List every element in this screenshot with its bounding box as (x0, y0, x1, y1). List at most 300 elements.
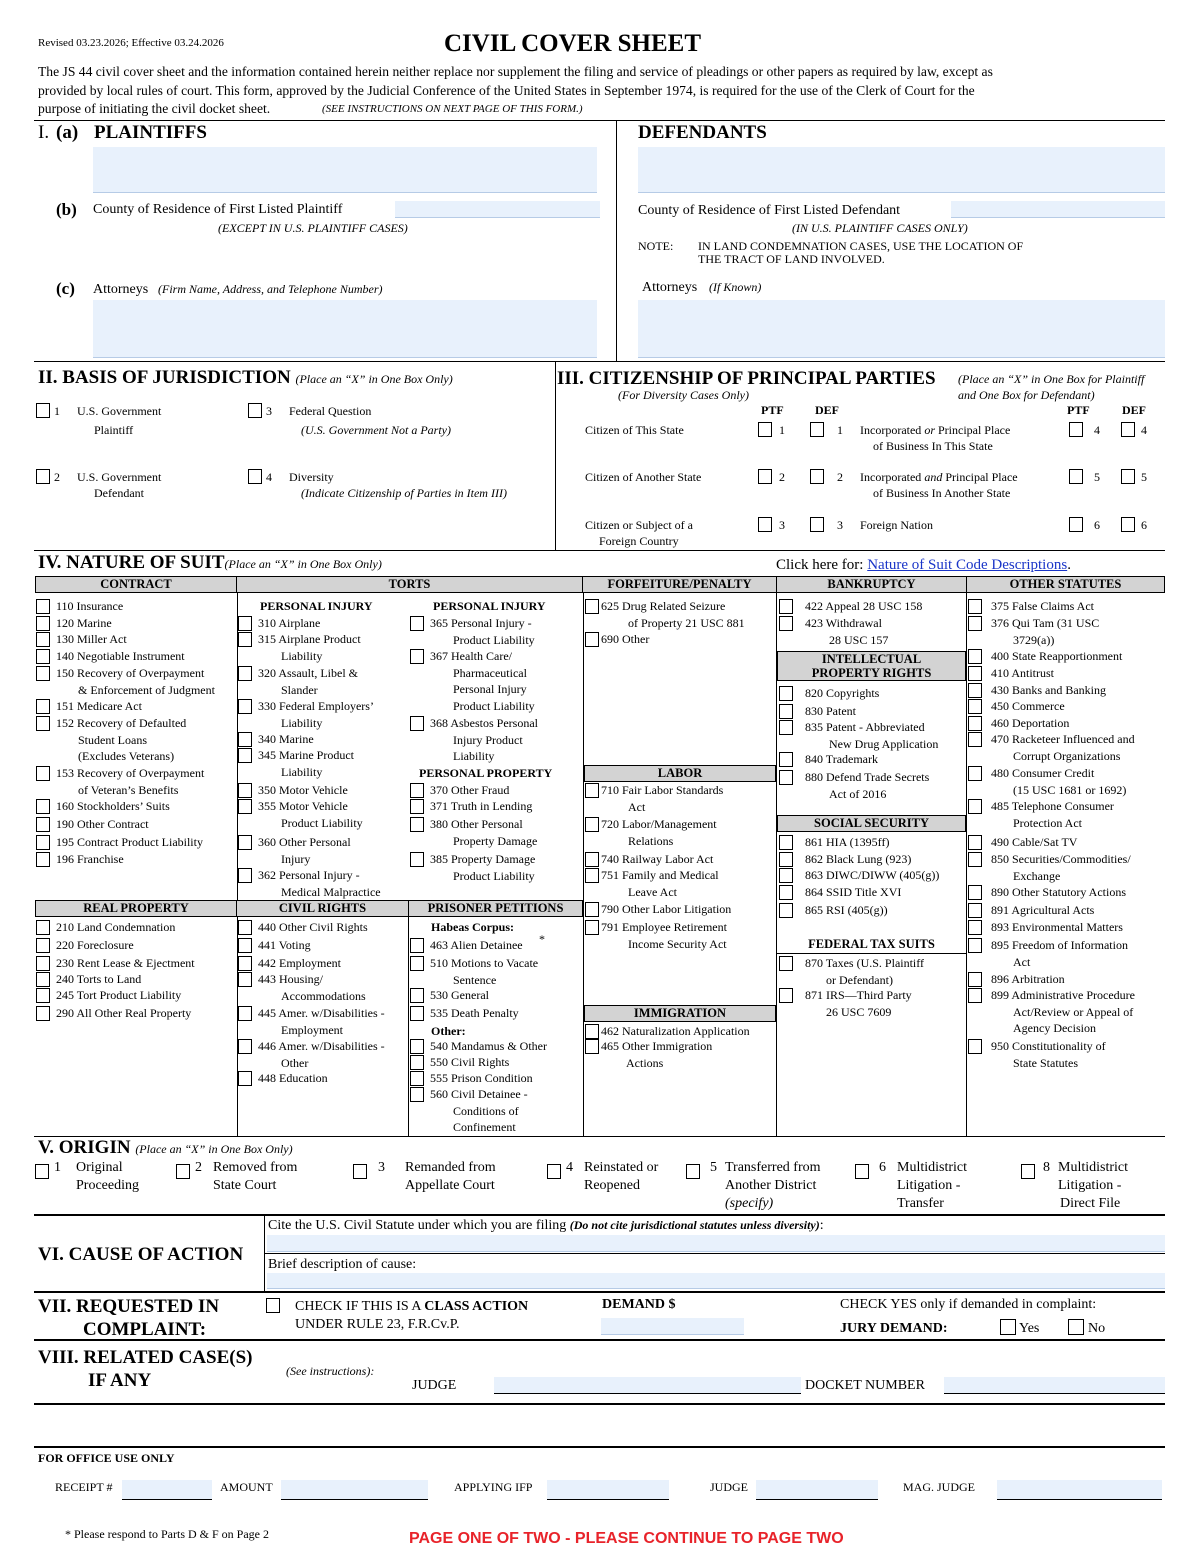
defendants-input[interactable] (638, 147, 1165, 193)
pi2-item-label: Injury Product (453, 732, 523, 747)
contract-item-checkbox[interactable] (36, 632, 50, 647)
pi2-item-label: Liability (453, 749, 495, 763)
pi1-item-checkbox[interactable] (238, 632, 252, 647)
other-item-label: Agency Decision (1013, 1021, 1096, 1035)
immigration-item-label: 462 Naturalization Application (601, 1024, 750, 1038)
habeas-item-checkbox[interactable] (410, 956, 424, 971)
contract-item-checkbox[interactable] (36, 766, 50, 781)
origin-8-sub-2: Direct File (1060, 1196, 1121, 1211)
demand-input[interactable] (601, 1318, 744, 1335)
text: and (924, 470, 943, 484)
office-use-title: FOR OFFICE USE ONLY (38, 1451, 175, 1465)
other-item-label: Corrupt Organizations (1013, 748, 1121, 763)
pp-heading: PERSONAL PROPERTY (419, 766, 553, 780)
pi2-item-checkbox[interactable] (410, 616, 424, 631)
jury-yes-checkbox[interactable] (1000, 1319, 1016, 1335)
citizen-4-def-num: 4 (1141, 423, 1147, 437)
contract-item-label: 130 Miller Act (56, 632, 127, 646)
office-judge-input[interactable] (756, 1480, 878, 1500)
social-item-label: 862 Black Lung (923) (805, 852, 912, 866)
citizen-2-ptf-num: 2 (779, 470, 785, 484)
citizen-5-ptf-checkbox[interactable] (1069, 469, 1083, 484)
prisoner_other-item-checkbox[interactable] (410, 1087, 424, 1102)
section-7-title-2: COMPLAINT: (83, 1319, 207, 1340)
section-4-title: IV. NATURE OF SUIT (38, 552, 225, 573)
cite-statute-label (268, 1217, 824, 1234)
fedtax-item-checkbox[interactable] (779, 956, 793, 971)
citizen-3-ptf-checkbox[interactable] (758, 517, 772, 532)
docket-number-label: DOCKET NUMBER (805, 1378, 925, 1393)
attorneys-def-input[interactable] (638, 300, 1165, 358)
pi1-item-label: Injury (281, 851, 311, 866)
prisoner_other-item-label: 550 Civil Rights (430, 1055, 510, 1069)
pp-item-checkbox[interactable] (410, 817, 424, 832)
contract-item-checkbox[interactable] (36, 817, 50, 832)
other-item-label: State Statutes (1013, 1055, 1078, 1070)
section-1b-label: (b) (56, 200, 77, 219)
origin-6-label: Multidistrict (897, 1160, 967, 1175)
contract-item-label: 196 Franchise (56, 852, 124, 866)
contract-item-checkbox[interactable] (36, 852, 50, 867)
labor-item-checkbox[interactable] (585, 868, 599, 883)
real-item-checkbox[interactable] (36, 988, 50, 1003)
citizen-3-def-checkbox[interactable] (810, 517, 824, 532)
citizen-1-ptf-num: 1 (779, 423, 785, 437)
amount-input[interactable] (281, 1480, 428, 1500)
real-item-label: 240 Torts to Land (56, 972, 142, 986)
ip-item-checkbox[interactable] (779, 752, 793, 767)
citizen-4-label (860, 423, 1010, 438)
pi1-item-label: Liability (281, 648, 323, 663)
other-item-label: 375 False Claims Act (991, 599, 1094, 613)
section-1c-label: (c) (56, 279, 75, 298)
office-judge-label: JUDGE (710, 1480, 748, 1494)
county-plaintiff-label: County of Residence of First Listed Plaintiff (93, 202, 343, 217)
origin-1-label: Original (76, 1160, 123, 1175)
other-item-checkbox[interactable] (968, 732, 982, 747)
other-item-label: 480 Consumer Credit (991, 766, 1095, 780)
attorneys-def-label: Attorneys (642, 280, 698, 295)
citizen-6-def-checkbox[interactable] (1121, 517, 1135, 532)
fed-tax-header: FEDERAL TAX SUITS (777, 937, 966, 954)
divider (583, 592, 584, 1136)
contract-item-checkbox[interactable] (36, 666, 50, 681)
social-item-checkbox[interactable] (779, 885, 793, 900)
prisoner_other-item-checkbox[interactable] (410, 1071, 424, 1086)
jury-demand-label: JURY DEMAND: (840, 1321, 948, 1336)
contract-item-label: & Enforcement of Judgment (78, 682, 215, 697)
social-item-checkbox[interactable] (779, 868, 793, 883)
social-item-label: 863 DIWC/DIWW (405(g)) (805, 868, 940, 882)
labor-item-checkbox[interactable] (585, 902, 599, 917)
bankruptcy-item-label: 423 Withdrawal (805, 616, 882, 630)
contract-item-label: (Excludes Veterans) (78, 749, 175, 763)
real-item-checkbox[interactable] (36, 920, 50, 935)
citizen-5-def-checkbox[interactable] (1121, 469, 1135, 484)
other-item-label: 450 Commerce (991, 699, 1065, 713)
intro-note: (SEE INSTRUCTIONS ON NEXT PAGE OF THIS FORM.) (322, 103, 583, 115)
habeas-item-checkbox[interactable] (410, 1006, 424, 1021)
forfeiture-item-label: 625 Drug Related Seizure (601, 599, 726, 613)
origin-8-label: Multidistrict (1058, 1160, 1128, 1175)
labor-header: LABOR (584, 765, 776, 782)
social-item-label: 861 HIA (1395ff) (805, 835, 890, 849)
pi1-item-label: 330 Federal Employers’ (258, 699, 374, 713)
text: : (819, 1218, 824, 1233)
labor-item-label: 720 Labor/Management (601, 817, 717, 831)
origin-5-num: 5 (710, 1160, 717, 1175)
text: or (924, 423, 935, 437)
other-item-checkbox[interactable] (968, 716, 982, 731)
forfeiture-item-label: 690 Other (601, 632, 650, 646)
pp-item-label: 370 Other Fraud (430, 783, 510, 797)
pi1-item-checkbox[interactable] (238, 699, 252, 714)
pi1-item-checkbox[interactable] (238, 616, 252, 631)
pi1-item-checkbox[interactable] (238, 868, 252, 883)
prisoner_other-item-checkbox[interactable] (410, 1055, 424, 1070)
text: Incorporated (860, 423, 925, 437)
plaintiffs-heading: PLAINTIFFS (94, 122, 207, 143)
cite-statute-input[interactable] (267, 1235, 1165, 1252)
forfeiture-item-label: of Property 21 USC 881 (628, 615, 745, 630)
receipt-input[interactable] (122, 1480, 212, 1500)
origin-1-checkbox[interactable] (35, 1164, 49, 1179)
contract-item-label: 153 Recovery of Overpayment (56, 766, 205, 780)
mag-judge-label: MAG. JUDGE (903, 1480, 975, 1494)
other-item-label: 485 Telephone Consumer (991, 799, 1114, 813)
labor-item-label: 790 Other Labor Litigation (601, 902, 732, 916)
other-item-checkbox[interactable] (968, 666, 982, 681)
jurisdiction-4-num: 4 (266, 470, 272, 484)
origin-6-checkbox[interactable] (855, 1164, 869, 1179)
text: CLASS ACTION (424, 1299, 529, 1314)
other-item-checkbox[interactable] (968, 699, 982, 714)
text: Click here for: (776, 557, 868, 573)
check-yes-label: CHECK YES only if demanded in complaint: (840, 1297, 1097, 1312)
pi1-item-label: 355 Motor Vehicle (258, 799, 348, 813)
real-item-checkbox[interactable] (36, 972, 50, 987)
jury-no-label: No (1088, 1321, 1106, 1336)
real-item-label: 220 Foreclosure (56, 938, 134, 952)
jurisdiction-2-label: U.S. Government (77, 470, 162, 484)
other-item-checkbox[interactable] (968, 649, 982, 664)
section-3-note-1: (Place an “X” in One Box for Plaintiff (958, 372, 1145, 386)
citizen-4-ptf-checkbox[interactable] (1069, 422, 1083, 437)
civil-item-checkbox[interactable] (238, 972, 252, 987)
other-item-checkbox[interactable] (968, 988, 982, 1003)
prisoner_other-item-checkbox[interactable] (410, 1039, 424, 1054)
origin-6-sub-2: Transfer (897, 1196, 944, 1211)
habeas-item-checkbox[interactable] (410, 938, 424, 953)
other-item-label: Exchange (1013, 868, 1061, 883)
pi1-item-checkbox[interactable] (238, 748, 252, 763)
citizen-row-2-label: Citizen of Another State (585, 470, 702, 484)
prisoner_other-item-label: 560 Civil Detainee - (430, 1087, 528, 1101)
jurisdiction-3-num: 3 (266, 404, 272, 418)
pi2-item-label: 365 Personal Injury - (430, 616, 532, 630)
pi1-item-checkbox[interactable] (238, 732, 252, 747)
section-2-title-text: II. BASIS OF JURISDICTION (38, 367, 291, 388)
bankruptcy-item-label: 28 USC 157 (829, 632, 889, 647)
forfeiture-item-checkbox[interactable] (585, 599, 599, 614)
citizen-5-ptf-num: 5 (1094, 470, 1100, 484)
ip-item-checkbox[interactable] (779, 704, 793, 719)
other-item-checkbox[interactable] (968, 766, 982, 781)
text: Cite the U.S. Civil Statute under which you are filing (268, 1218, 567, 1233)
other-item-label: 899 Administrative Procedure (991, 988, 1135, 1002)
other-item-checkbox[interactable] (968, 835, 982, 850)
divider (555, 362, 556, 550)
related-judge-input[interactable] (494, 1377, 801, 1394)
contract-item-checkbox[interactable] (36, 835, 50, 850)
social-item-checkbox[interactable] (779, 903, 793, 918)
other-item-label: 470 Racketeer Influenced and (991, 732, 1135, 746)
jurisdiction-1-checkbox[interactable] (36, 403, 50, 418)
contract-item-label: 152 Recovery of Defaulted (56, 716, 187, 730)
jurisdiction-4-checkbox[interactable] (248, 469, 262, 484)
jurisdiction-2-checkbox[interactable] (36, 469, 50, 484)
origin-8-checkbox[interactable] (1021, 1164, 1035, 1179)
jury-no-checkbox[interactable] (1068, 1319, 1084, 1335)
other-item-label: 896 Arbitration (991, 972, 1065, 986)
prisoner_other-item-label: Conditions of (453, 1103, 519, 1118)
habeas-item-label: 510 Motions to Vacate (430, 956, 539, 970)
habeas-item-label: 530 General (430, 988, 489, 1002)
intro-line-1: The JS 44 civil cover sheet and the information contained herein neither replace nor supplement the filing and service of pleadings or other papers as required by law, except as (38, 64, 993, 79)
civil-item-checkbox[interactable] (238, 1071, 252, 1086)
origin-3-checkbox[interactable] (353, 1164, 367, 1179)
pi1-item-checkbox[interactable] (238, 783, 252, 798)
contract-item-checkbox[interactable] (36, 716, 50, 731)
real-item-checkbox[interactable] (36, 956, 50, 971)
pp-item-checkbox[interactable] (410, 783, 424, 798)
civil-item-label: 446 Amer. w/Disabilities - (258, 1039, 385, 1053)
other-item-checkbox[interactable] (968, 972, 982, 987)
labor-item-label: Relations (628, 833, 674, 848)
citizen-2-def-checkbox[interactable] (810, 469, 824, 484)
citizen-row-3-sub: Foreign Country (599, 534, 679, 548)
jurisdiction-1-num: 1 (54, 404, 60, 418)
citizen-2-def-num: 2 (837, 470, 843, 484)
contract-item-checkbox[interactable] (36, 699, 50, 714)
civil-item-checkbox[interactable] (238, 920, 252, 935)
other-item-checkbox[interactable] (968, 852, 982, 867)
other-item-label: 410 Antitrust (991, 666, 1055, 680)
civil-item-label: 440 Other Civil Rights (258, 920, 368, 934)
other-item-checkbox[interactable] (968, 903, 982, 918)
ip-item-checkbox[interactable] (779, 686, 793, 701)
pi1-item-checkbox[interactable] (238, 799, 252, 814)
citizen-row-3-label: Citizen or Subject of a (585, 518, 693, 532)
contract-item-checkbox[interactable] (36, 799, 50, 814)
origin-5-specify: (specify) (725, 1196, 774, 1211)
other-item-checkbox[interactable] (968, 1039, 982, 1054)
social-item-checkbox[interactable] (779, 852, 793, 867)
docket-number-input[interactable] (944, 1377, 1165, 1394)
ip-item-label: 820 Copyrights (805, 686, 880, 700)
labor-item-checkbox[interactable] (585, 920, 599, 935)
other-item-checkbox[interactable] (968, 799, 982, 814)
civil-item-label: 445 Amer. w/Disabilities - (258, 1006, 385, 1020)
other-item-checkbox[interactable] (968, 938, 982, 953)
citizen-3-def-num: 3 (837, 518, 843, 532)
jurisdiction-2-sub: Defendant (94, 486, 144, 500)
prisoner_other-item-label: Confinement (453, 1120, 516, 1134)
origin-8-sub: Litigation - (1058, 1178, 1122, 1193)
contract-item-label: 110 Insurance (56, 599, 124, 613)
real-property-header: REAL PROPERTY (35, 900, 237, 917)
other-item-label: 460 Deportation (991, 716, 1070, 730)
citizen-2-ptf-checkbox[interactable] (758, 469, 772, 484)
habeas-item-checkbox[interactable] (410, 988, 424, 1003)
rule (34, 361, 1165, 362)
civil-item-label: Other (281, 1055, 309, 1070)
real-item-label: 230 Rent Lease & Ejectment (56, 956, 195, 970)
origin-2-sub: State Court (213, 1178, 277, 1193)
pi1-item-label: 315 Airplane Product (258, 632, 361, 646)
brief-description-input[interactable] (267, 1273, 1165, 1289)
pp-item-checkbox[interactable] (410, 799, 424, 814)
other-item-label: 891 Agricultural Acts (991, 903, 1095, 917)
other-item-checkbox[interactable] (968, 920, 982, 935)
citizen-1-def-checkbox[interactable] (810, 422, 824, 437)
labor-item-checkbox[interactable] (585, 817, 599, 832)
bankruptcy-item-checkbox[interactable] (779, 616, 793, 631)
immigration-item-checkbox[interactable] (585, 1039, 599, 1054)
other-item-label: 490 Cable/Sat TV (991, 835, 1078, 849)
county-defendant-input[interactable] (951, 201, 1165, 218)
real-item-checkbox[interactable] (36, 1006, 50, 1021)
pi1-item-checkbox[interactable] (238, 835, 252, 850)
contract-item-checkbox[interactable] (36, 599, 50, 614)
pi2-item-checkbox[interactable] (410, 716, 424, 731)
pi1-item-label: 360 Other Personal (258, 835, 351, 849)
mag-judge-input[interactable] (997, 1480, 1162, 1500)
note-label: NOTE: (638, 239, 674, 253)
ip-item-checkbox[interactable] (779, 720, 793, 735)
pi1-item-checkbox[interactable] (238, 666, 252, 681)
contract-item-label: 195 Contract Product Liability (56, 835, 203, 849)
civil-item-label: Employment (281, 1022, 343, 1037)
section-5-title: V. ORIGIN (38, 1137, 131, 1158)
attorneys-note: (Firm Name, Address, and Telephone Number) (158, 282, 383, 296)
other-item-checkbox[interactable] (968, 885, 982, 900)
pi2-item-checkbox[interactable] (410, 649, 424, 664)
revision-date: Revised 03.23.2026; Effective 03.24.2026 (38, 37, 224, 49)
fedtax-item-checkbox[interactable] (779, 988, 793, 1003)
origin-5-sub: Another District (725, 1178, 817, 1193)
civil-item-label: 443 Housing/ (258, 972, 324, 986)
section-6-title: VI. CAUSE OF ACTION (38, 1244, 244, 1265)
ip-item-label: Act of 2016 (829, 786, 887, 801)
rule (34, 1214, 1165, 1216)
pi2-item-label: Product Liability (453, 698, 535, 713)
labor-item-label: Income Security Act (628, 936, 727, 951)
immigration-item-label: 465 Other Immigration (601, 1039, 713, 1053)
labor-item-checkbox[interactable] (585, 852, 599, 867)
other-item-checkbox[interactable] (968, 616, 982, 631)
attorneys-input[interactable] (93, 300, 597, 358)
civil-item-checkbox[interactable] (238, 956, 252, 971)
divider (616, 121, 617, 361)
def-header: DEF (815, 403, 839, 417)
applying-ifp-input[interactable] (547, 1480, 669, 1500)
ip-item-checkbox[interactable] (779, 770, 793, 785)
attorneys-label: Attorneys (93, 282, 149, 297)
torts-header: TORTS (236, 576, 583, 593)
forfeiture-item-checkbox[interactable] (585, 632, 599, 647)
intro-line-2: provided by local rules of court. This form, approved by the Judicial Conference of the United States in September 1974, is required for the use of the Clerk of Court for the (38, 83, 975, 98)
immigration-item-checkbox[interactable] (585, 1024, 599, 1039)
other-item-label: (15 USC 1681 or 1692) (1013, 782, 1127, 797)
bankruptcy-item-checkbox[interactable] (779, 599, 793, 614)
ip-item-label: 880 Defend Trade Secrets (805, 770, 930, 784)
origin-5-checkbox[interactable] (686, 1164, 700, 1179)
civil-item-checkbox[interactable] (238, 1039, 252, 1054)
citizen-4-def-checkbox[interactable] (1121, 422, 1135, 437)
plaintiffs-input[interactable] (93, 147, 597, 193)
other-item-checkbox[interactable] (968, 683, 982, 698)
contract-item-checkbox[interactable] (36, 616, 50, 631)
form-title: CIVIL COVER SHEET (444, 30, 702, 57)
origin-6-num: 6 (879, 1160, 886, 1175)
county-plaintiff-input[interactable] (395, 201, 600, 218)
labor-item-label: Act (628, 799, 646, 814)
class-action-checkbox[interactable] (266, 1298, 280, 1313)
origin-2-checkbox[interactable] (176, 1164, 190, 1179)
section-3-title: III. CITIZENSHIP OF PRINCIPAL PARTIES (557, 368, 936, 389)
social-item-checkbox[interactable] (779, 835, 793, 850)
real-item-label: 245 Tort Product Liability (56, 988, 182, 1002)
demand-label: DEMAND $ (602, 1297, 676, 1312)
other-item-label: 890 Other Statutory Actions (991, 885, 1126, 899)
civil-item-checkbox[interactable] (238, 1006, 252, 1021)
labor-item-label: 740 Railway Labor Act (601, 852, 714, 866)
origin-1-sub: Proceeding (76, 1178, 139, 1193)
civil-rights-header: CIVIL RIGHTS (236, 900, 409, 917)
habeas-item-label: Sentence (453, 972, 497, 987)
text: CHECK IF THIS IS A (295, 1299, 425, 1314)
other-item-checkbox[interactable] (968, 599, 982, 614)
citizen-6-ptf-checkbox[interactable] (1069, 517, 1083, 532)
citizen-1-def-num: 1 (837, 423, 843, 437)
divider (966, 592, 967, 1136)
jurisdiction-2-num: 2 (54, 470, 60, 484)
rule (34, 1136, 1165, 1137)
pp-item-checkbox[interactable] (410, 852, 424, 867)
pi1-item-label: 350 Motor Vehicle (258, 783, 348, 797)
section-2-title (38, 368, 453, 387)
civil-item-checkbox[interactable] (238, 938, 252, 953)
note-line-2: THE TRACT OF LAND INVOLVED. (698, 252, 885, 266)
section-3-note-3: and One Box for Defendant) (958, 388, 1095, 402)
citizen-4-sub: of Business In This State (873, 439, 993, 453)
citizen-4-ptf-num: 4 (1094, 423, 1100, 437)
labor-item-checkbox[interactable] (585, 783, 599, 798)
nos-descriptions-link[interactable]: Nature of Suit Code Descriptions (867, 557, 1068, 573)
jurisdiction-3-checkbox[interactable] (248, 403, 262, 418)
origin-4-checkbox[interactable] (547, 1164, 561, 1179)
citizen-1-ptf-checkbox[interactable] (758, 422, 772, 437)
contract-item-label: 160 Stockholders’ Suits (56, 799, 170, 813)
pp-item-label: 380 Other Personal (430, 817, 523, 831)
text: Incorporated (860, 470, 925, 484)
pi1-item-label: Medical Malpractice (281, 884, 381, 899)
other-item-label: Protection Act (1013, 815, 1082, 830)
real-item-checkbox[interactable] (36, 938, 50, 953)
contract-item-checkbox[interactable] (36, 649, 50, 664)
section-5-note: (Place an “X” in One Box Only) (135, 1142, 293, 1156)
